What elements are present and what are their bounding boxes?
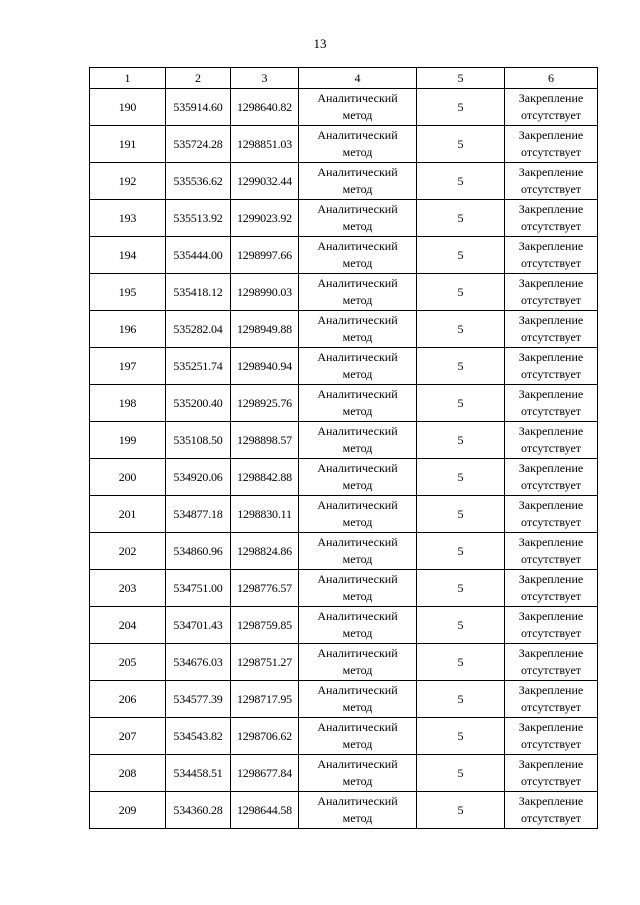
fixing-text-line: отсутствует xyxy=(520,256,582,270)
method-text-line: метод xyxy=(342,441,373,455)
method-cell xyxy=(299,792,417,829)
table-row xyxy=(90,570,598,607)
x-coordinate-cell: 534577.39 xyxy=(166,681,231,718)
fixing-text-line: Закрепление xyxy=(518,239,584,253)
accuracy-cell: 5 xyxy=(417,496,505,533)
coordinates-table xyxy=(89,67,598,829)
fixing-text-line: Закрепление xyxy=(518,387,584,401)
fixing-text-line: отсутствует xyxy=(520,404,582,418)
method-text-line: Аналитический xyxy=(317,794,398,808)
y-coordinate-cell: 1298830.11 xyxy=(231,496,299,533)
method-text-line: Аналитический xyxy=(317,498,398,512)
fixing-text-line: отсутствует xyxy=(520,367,582,381)
y-coordinate-cell: 1298644.58 xyxy=(231,792,299,829)
method-cell xyxy=(299,126,417,163)
fixing-cell xyxy=(505,644,598,681)
x-coordinate-cell: 534676.03 xyxy=(166,644,231,681)
point-number-cell: 201 xyxy=(90,496,166,533)
fixing-text-line: Закрепление xyxy=(518,720,584,734)
accuracy-cell: 5 xyxy=(417,237,505,274)
method-text-line: метод xyxy=(342,145,373,159)
x-coordinate-cell: 535251.74 xyxy=(166,348,231,385)
x-coordinate-cell: 534860.96 xyxy=(166,533,231,570)
point-number-cell: 199 xyxy=(90,422,166,459)
accuracy-cell: 5 xyxy=(417,533,505,570)
method-cell xyxy=(299,385,417,422)
y-coordinate-cell: 1298677.84 xyxy=(231,755,299,792)
fixing-cell xyxy=(505,755,598,792)
fixing-cell xyxy=(505,274,598,311)
x-coordinate-cell: 534920.06 xyxy=(166,459,231,496)
fixing-cell xyxy=(505,459,598,496)
method-text-line: Аналитический xyxy=(317,128,398,142)
point-number-cell: 208 xyxy=(90,755,166,792)
fixing-text-line: отсутствует xyxy=(520,700,582,714)
fixing-text-line: Закрепление xyxy=(518,498,584,512)
method-text-line: метод xyxy=(342,108,373,122)
method-cell xyxy=(299,607,417,644)
point-number-cell: 190 xyxy=(90,89,166,126)
fixing-text-line: отсутствует xyxy=(520,293,582,307)
x-coordinate-cell: 534701.43 xyxy=(166,607,231,644)
method-cell xyxy=(299,89,417,126)
method-text-line: метод xyxy=(342,330,373,344)
fixing-cell xyxy=(505,385,598,422)
method-text-line: Аналитический xyxy=(317,720,398,734)
accuracy-cell: 5 xyxy=(417,311,505,348)
fixing-text-line: Закрепление xyxy=(518,350,584,364)
point-number-cell: 191 xyxy=(90,126,166,163)
y-coordinate-cell: 1298751.27 xyxy=(231,644,299,681)
accuracy-cell: 5 xyxy=(417,126,505,163)
fixing-cell xyxy=(505,311,598,348)
header-col-3: 3 xyxy=(231,68,299,89)
x-coordinate-cell: 535418.12 xyxy=(166,274,231,311)
fixing-cell xyxy=(505,607,598,644)
point-number-cell: 205 xyxy=(90,644,166,681)
accuracy-cell: 5 xyxy=(417,200,505,237)
fixing-text-line: Закрепление xyxy=(518,757,584,771)
point-number-cell: 196 xyxy=(90,311,166,348)
method-text-line: метод xyxy=(342,700,373,714)
point-number-cell: 200 xyxy=(90,459,166,496)
fixing-text-line: Закрепление xyxy=(518,202,584,216)
table-row xyxy=(90,274,598,311)
method-text-line: метод xyxy=(342,811,373,825)
table-row xyxy=(90,755,598,792)
x-coordinate-cell: 535513.92 xyxy=(166,200,231,237)
method-text-line: Аналитический xyxy=(317,535,398,549)
method-text-line: метод xyxy=(342,515,373,529)
accuracy-cell: 5 xyxy=(417,422,505,459)
method-cell xyxy=(299,163,417,200)
y-coordinate-cell: 1298997.66 xyxy=(231,237,299,274)
page-number: 13 xyxy=(313,36,327,51)
method-text-line: Аналитический xyxy=(317,313,398,327)
method-text-line: Аналитический xyxy=(317,165,398,179)
fixing-text-line: Закрепление xyxy=(518,609,584,623)
accuracy-cell: 5 xyxy=(417,459,505,496)
method-cell xyxy=(299,348,417,385)
accuracy-cell: 5 xyxy=(417,163,505,200)
fixing-cell xyxy=(505,533,598,570)
fixing-cell xyxy=(505,348,598,385)
fixing-cell xyxy=(505,200,598,237)
fixing-text-line: отсутствует xyxy=(520,589,582,603)
x-coordinate-cell: 535200.40 xyxy=(166,385,231,422)
accuracy-cell: 5 xyxy=(417,607,505,644)
method-text-line: Аналитический xyxy=(317,202,398,216)
method-text-line: метод xyxy=(342,589,373,603)
point-number-cell: 195 xyxy=(90,274,166,311)
fixing-text-line: отсутствует xyxy=(520,552,582,566)
fixing-text-line: Закрепление xyxy=(518,461,584,475)
table-row xyxy=(90,311,598,348)
fixing-cell xyxy=(505,126,598,163)
table-row xyxy=(90,200,598,237)
accuracy-cell: 5 xyxy=(417,89,505,126)
method-text-line: Аналитический xyxy=(317,757,398,771)
fixing-text-line: отсутствует xyxy=(520,774,582,788)
y-coordinate-cell: 1299023.92 xyxy=(231,200,299,237)
method-text-line: метод xyxy=(342,478,373,492)
method-text-line: метод xyxy=(342,219,373,233)
fixing-text-line: Закрепление xyxy=(518,535,584,549)
fixing-cell xyxy=(505,237,598,274)
fixing-cell xyxy=(505,570,598,607)
fixing-cell xyxy=(505,496,598,533)
y-coordinate-cell: 1298940.94 xyxy=(231,348,299,385)
header-col-5: 5 xyxy=(417,68,505,89)
method-text-line: метод xyxy=(342,256,373,270)
fixing-text-line: Закрепление xyxy=(518,313,584,327)
fixing-text-line: Закрепление xyxy=(518,572,584,586)
table-row xyxy=(90,422,598,459)
table-row xyxy=(90,792,598,829)
y-coordinate-cell: 1298640.82 xyxy=(231,89,299,126)
x-coordinate-cell: 534751.00 xyxy=(166,570,231,607)
accuracy-cell: 5 xyxy=(417,755,505,792)
point-number-cell: 203 xyxy=(90,570,166,607)
header-col-2: 2 xyxy=(166,68,231,89)
fixing-text-line: отсутствует xyxy=(520,108,582,122)
method-text-line: Аналитический xyxy=(317,646,398,660)
fixing-cell xyxy=(505,718,598,755)
table-row xyxy=(90,496,598,533)
fixing-text-line: отсутствует xyxy=(520,182,582,196)
y-coordinate-cell: 1298925.76 xyxy=(231,385,299,422)
y-coordinate-cell: 1298824.86 xyxy=(231,533,299,570)
accuracy-cell: 5 xyxy=(417,385,505,422)
point-number-cell: 204 xyxy=(90,607,166,644)
x-coordinate-cell: 535444.00 xyxy=(166,237,231,274)
method-text-line: метод xyxy=(342,737,373,751)
method-cell xyxy=(299,644,417,681)
method-text-line: метод xyxy=(342,663,373,677)
x-coordinate-cell: 534543.82 xyxy=(166,718,231,755)
fixing-cell xyxy=(505,681,598,718)
fixing-text-line: Закрепление xyxy=(518,646,584,660)
method-text-line: Аналитический xyxy=(317,683,398,697)
accuracy-cell: 5 xyxy=(417,570,505,607)
fixing-text-line: Закрепление xyxy=(518,276,584,290)
method-text-line: Аналитический xyxy=(317,91,398,105)
method-cell xyxy=(299,422,417,459)
y-coordinate-cell: 1298842.88 xyxy=(231,459,299,496)
fixing-text-line: отсутствует xyxy=(520,811,582,825)
fixing-cell xyxy=(505,89,598,126)
fixing-text-line: Закрепление xyxy=(518,91,584,105)
y-coordinate-cell: 1298851.03 xyxy=(231,126,299,163)
table-row xyxy=(90,126,598,163)
method-text-line: метод xyxy=(342,367,373,381)
table-row xyxy=(90,89,598,126)
method-cell xyxy=(299,311,417,348)
x-coordinate-cell: 535536.62 xyxy=(166,163,231,200)
table-row xyxy=(90,348,598,385)
point-number-cell: 194 xyxy=(90,237,166,274)
method-text-line: метод xyxy=(342,404,373,418)
method-cell xyxy=(299,718,417,755)
fixing-text-line: Закрепление xyxy=(518,424,584,438)
table-row xyxy=(90,237,598,274)
y-coordinate-cell: 1298949.88 xyxy=(231,311,299,348)
y-coordinate-cell: 1298717.95 xyxy=(231,681,299,718)
method-text-line: Аналитический xyxy=(317,350,398,364)
method-cell xyxy=(299,681,417,718)
y-coordinate-cell: 1298776.57 xyxy=(231,570,299,607)
method-cell xyxy=(299,755,417,792)
y-coordinate-cell: 1298706.62 xyxy=(231,718,299,755)
header-row xyxy=(90,68,598,89)
fixing-cell xyxy=(505,792,598,829)
point-number-cell: 202 xyxy=(90,533,166,570)
fixing-text-line: отсутствует xyxy=(520,330,582,344)
point-number-cell: 209 xyxy=(90,792,166,829)
header-col-4: 4 xyxy=(299,68,417,89)
accuracy-cell: 5 xyxy=(417,348,505,385)
fixing-text-line: Закрепление xyxy=(518,165,584,179)
table-row xyxy=(90,644,598,681)
fixing-text-line: Закрепление xyxy=(518,794,584,808)
method-text-line: Аналитический xyxy=(317,424,398,438)
table-row xyxy=(90,533,598,570)
method-cell xyxy=(299,570,417,607)
point-number-cell: 206 xyxy=(90,681,166,718)
method-cell xyxy=(299,496,417,533)
method-text-line: метод xyxy=(342,182,373,196)
fixing-text-line: Закрепление xyxy=(518,683,584,697)
x-coordinate-cell: 534877.18 xyxy=(166,496,231,533)
method-text-line: Аналитический xyxy=(317,572,398,586)
point-number-cell: 198 xyxy=(90,385,166,422)
fixing-text-line: отсутствует xyxy=(520,441,582,455)
fixing-text-line: отсутствует xyxy=(520,145,582,159)
point-number-cell: 207 xyxy=(90,718,166,755)
header-col-1: 1 xyxy=(90,68,166,89)
method-text-line: метод xyxy=(342,626,373,640)
x-coordinate-cell: 535108.50 xyxy=(166,422,231,459)
fixing-text-line: отсутствует xyxy=(520,626,582,640)
table-row xyxy=(90,681,598,718)
fixing-cell xyxy=(505,163,598,200)
method-cell xyxy=(299,274,417,311)
method-cell xyxy=(299,200,417,237)
method-cell xyxy=(299,237,417,274)
point-number-cell: 193 xyxy=(90,200,166,237)
fixing-text-line: Закрепление xyxy=(518,128,584,142)
fixing-cell xyxy=(505,422,598,459)
y-coordinate-cell: 1298898.57 xyxy=(231,422,299,459)
method-text-line: метод xyxy=(342,293,373,307)
accuracy-cell: 5 xyxy=(417,718,505,755)
table-header xyxy=(90,68,598,89)
table-row xyxy=(90,718,598,755)
point-number-cell: 192 xyxy=(90,163,166,200)
table-row xyxy=(90,607,598,644)
method-text-line: метод xyxy=(342,774,373,788)
fixing-text-line: отсутствует xyxy=(520,663,582,677)
accuracy-cell: 5 xyxy=(417,681,505,718)
y-coordinate-cell: 1298990.03 xyxy=(231,274,299,311)
x-coordinate-cell: 534360.28 xyxy=(166,792,231,829)
method-text-line: метод xyxy=(342,552,373,566)
y-coordinate-cell: 1299032.44 xyxy=(231,163,299,200)
method-text-line: Аналитический xyxy=(317,461,398,475)
fixing-text-line: отсутствует xyxy=(520,219,582,233)
method-text-line: Аналитический xyxy=(317,387,398,401)
table-row xyxy=(90,163,598,200)
method-cell xyxy=(299,459,417,496)
method-text-line: Аналитический xyxy=(317,609,398,623)
accuracy-cell: 5 xyxy=(417,274,505,311)
table-row xyxy=(90,459,598,496)
x-coordinate-cell: 535914.60 xyxy=(166,89,231,126)
accuracy-cell: 5 xyxy=(417,792,505,829)
accuracy-cell: 5 xyxy=(417,644,505,681)
x-coordinate-cell: 534458.51 xyxy=(166,755,231,792)
x-coordinate-cell: 535282.04 xyxy=(166,311,231,348)
fixing-text-line: отсутствует xyxy=(520,515,582,529)
fixing-text-line: отсутствует xyxy=(520,478,582,492)
method-cell xyxy=(299,533,417,570)
y-coordinate-cell: 1298759.85 xyxy=(231,607,299,644)
method-text-line: Аналитический xyxy=(317,239,398,253)
fixing-text-line: отсутствует xyxy=(520,737,582,751)
point-number-cell: 197 xyxy=(90,348,166,385)
method-text-line: Аналитический xyxy=(317,276,398,290)
header-col-6: 6 xyxy=(505,68,598,89)
x-coordinate-cell: 535724.28 xyxy=(166,126,231,163)
table-body xyxy=(90,89,598,829)
table-row xyxy=(90,385,598,422)
